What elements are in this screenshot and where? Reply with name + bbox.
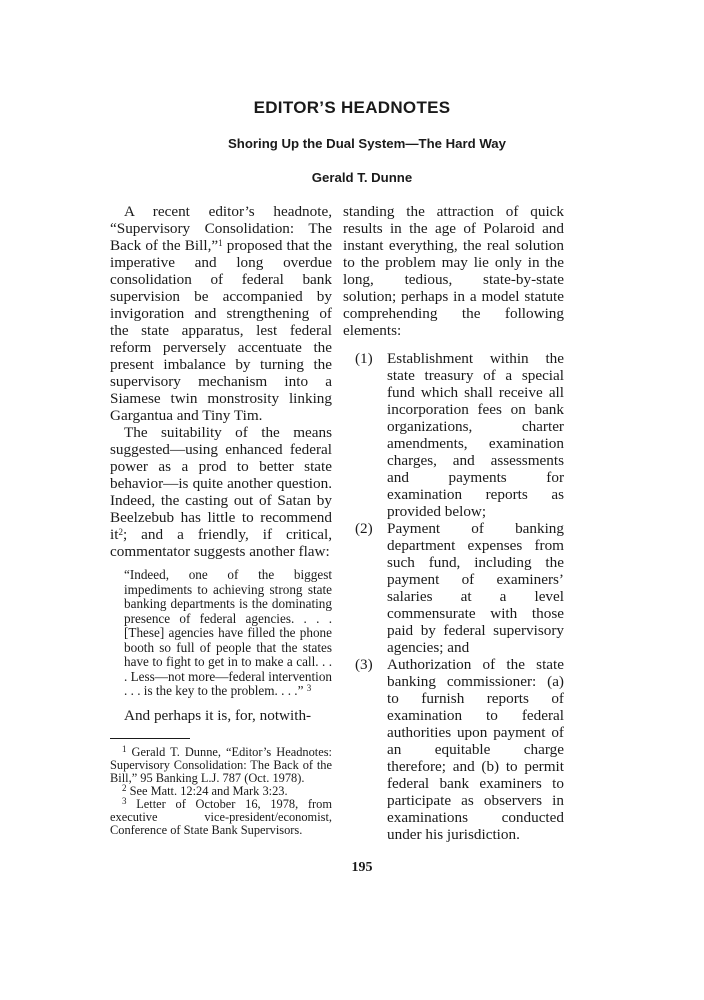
footnote-text: See Matt. 12:24 and Mark 3:23. bbox=[129, 783, 288, 798]
footnote-text: Letter of October 16, 1978, from executive vice-president/economist, Conference of State Bank Supervisors. bbox=[110, 796, 333, 837]
footnote bbox=[110, 743, 332, 785]
list-item bbox=[343, 656, 564, 843]
paragraph-text: ; and a friendly, if critical, commentator suggests another flaw: bbox=[110, 526, 332, 560]
list-number: (3) bbox=[355, 656, 373, 673]
list-text: Establishment within the state treasury of a special fund which shall receive all incorporation fees on bank organizations, charter amendments, examination charges, and assessments and payments for examination reports as provided below; bbox=[387, 350, 564, 520]
paragraph bbox=[110, 203, 332, 424]
paragraph-text: The suitability of the means suggested—using enhanced federal power as a prod to better state behavior—is quite another question. Indeed, the casting out of Satan by Beelzebub has little to recommend it bbox=[110, 424, 332, 543]
list-number: (1) bbox=[355, 350, 373, 367]
list-item bbox=[343, 520, 564, 656]
page-number: 195 bbox=[351, 860, 373, 875]
footnote-divider bbox=[110, 738, 190, 739]
paragraph-text: A recent editor’s headnote, “Supervisory Consolidation: The Back of the Bill,” bbox=[110, 203, 332, 254]
paragraph: And perhaps it is, for, notwith- bbox=[124, 706, 312, 724]
list-number: (2) bbox=[355, 520, 373, 537]
footnote-ref: 3 bbox=[306, 683, 312, 693]
paragraph-text: proposed that the imperative and long overdue consolidation of federal bank supervision be accompanied by invigoration and strengthening of the state apparatus, lest federal reform perversely accentuate the present imbalance by turning the supervisory mechanism into a Siamese twin monstrosity linking Gargantua and Tiny Tim. bbox=[110, 237, 332, 424]
footnote bbox=[110, 795, 333, 837]
quote-text: “Indeed, one of the biggest impediments to achieving strong state banking departments is the dominating presence of federal agencies. . . . [These] agencies have filled the phone booth so full of people that the states have to fight to get in to make a call. . . . Less—not more—federal intervention . . . is the key to the problem. . . .” bbox=[124, 567, 333, 698]
footnote-number: 3 bbox=[122, 795, 127, 806]
paragraph bbox=[110, 424, 332, 560]
footnote-ref: 1 bbox=[218, 238, 223, 248]
statute-elements-list bbox=[343, 350, 564, 843]
paragraph: standing the attraction of quick results in the age of Polaroid and instant everything, the real solution to the problem may lie only in the long, tedious, state-by-state solution; perhaps in a model statute comprehending the following elements: bbox=[343, 203, 564, 339]
section-title: EDITOR’S HEADNOTES bbox=[253, 98, 451, 117]
footnote-ref: 2 bbox=[118, 527, 123, 537]
block-quote bbox=[124, 568, 332, 699]
left-column bbox=[110, 203, 332, 837]
list-item bbox=[343, 350, 564, 520]
author-name: Gerald T. Dunne bbox=[311, 170, 413, 185]
list-text: Payment of banking department expenses from such fund, including the payment of examiners’ salaries at a level commensurate with those paid by federal supervisory agencies; and bbox=[387, 520, 564, 656]
footnote-number: 2 bbox=[122, 782, 127, 793]
article-title: Shoring Up the Dual System—The Hard Way bbox=[228, 136, 506, 151]
right-column bbox=[343, 203, 564, 843]
list-text: Authorization of the state banking commissioner: (a) to furnish reports of examination to federal authorities upon payment of an equitable charge therefore; and (b) to permit federal bank examiners to participate as observers in examinations conducted under his jurisdiction. bbox=[387, 656, 564, 843]
footnote-number: 1 bbox=[122, 743, 127, 754]
footnote-text: Gerald T. Dunne, “Editor’s Headnotes: Supervisory Consolidation: The Back of the Bill,” 95 Banking L.J. 787 (Oct. 1978). bbox=[110, 744, 332, 785]
